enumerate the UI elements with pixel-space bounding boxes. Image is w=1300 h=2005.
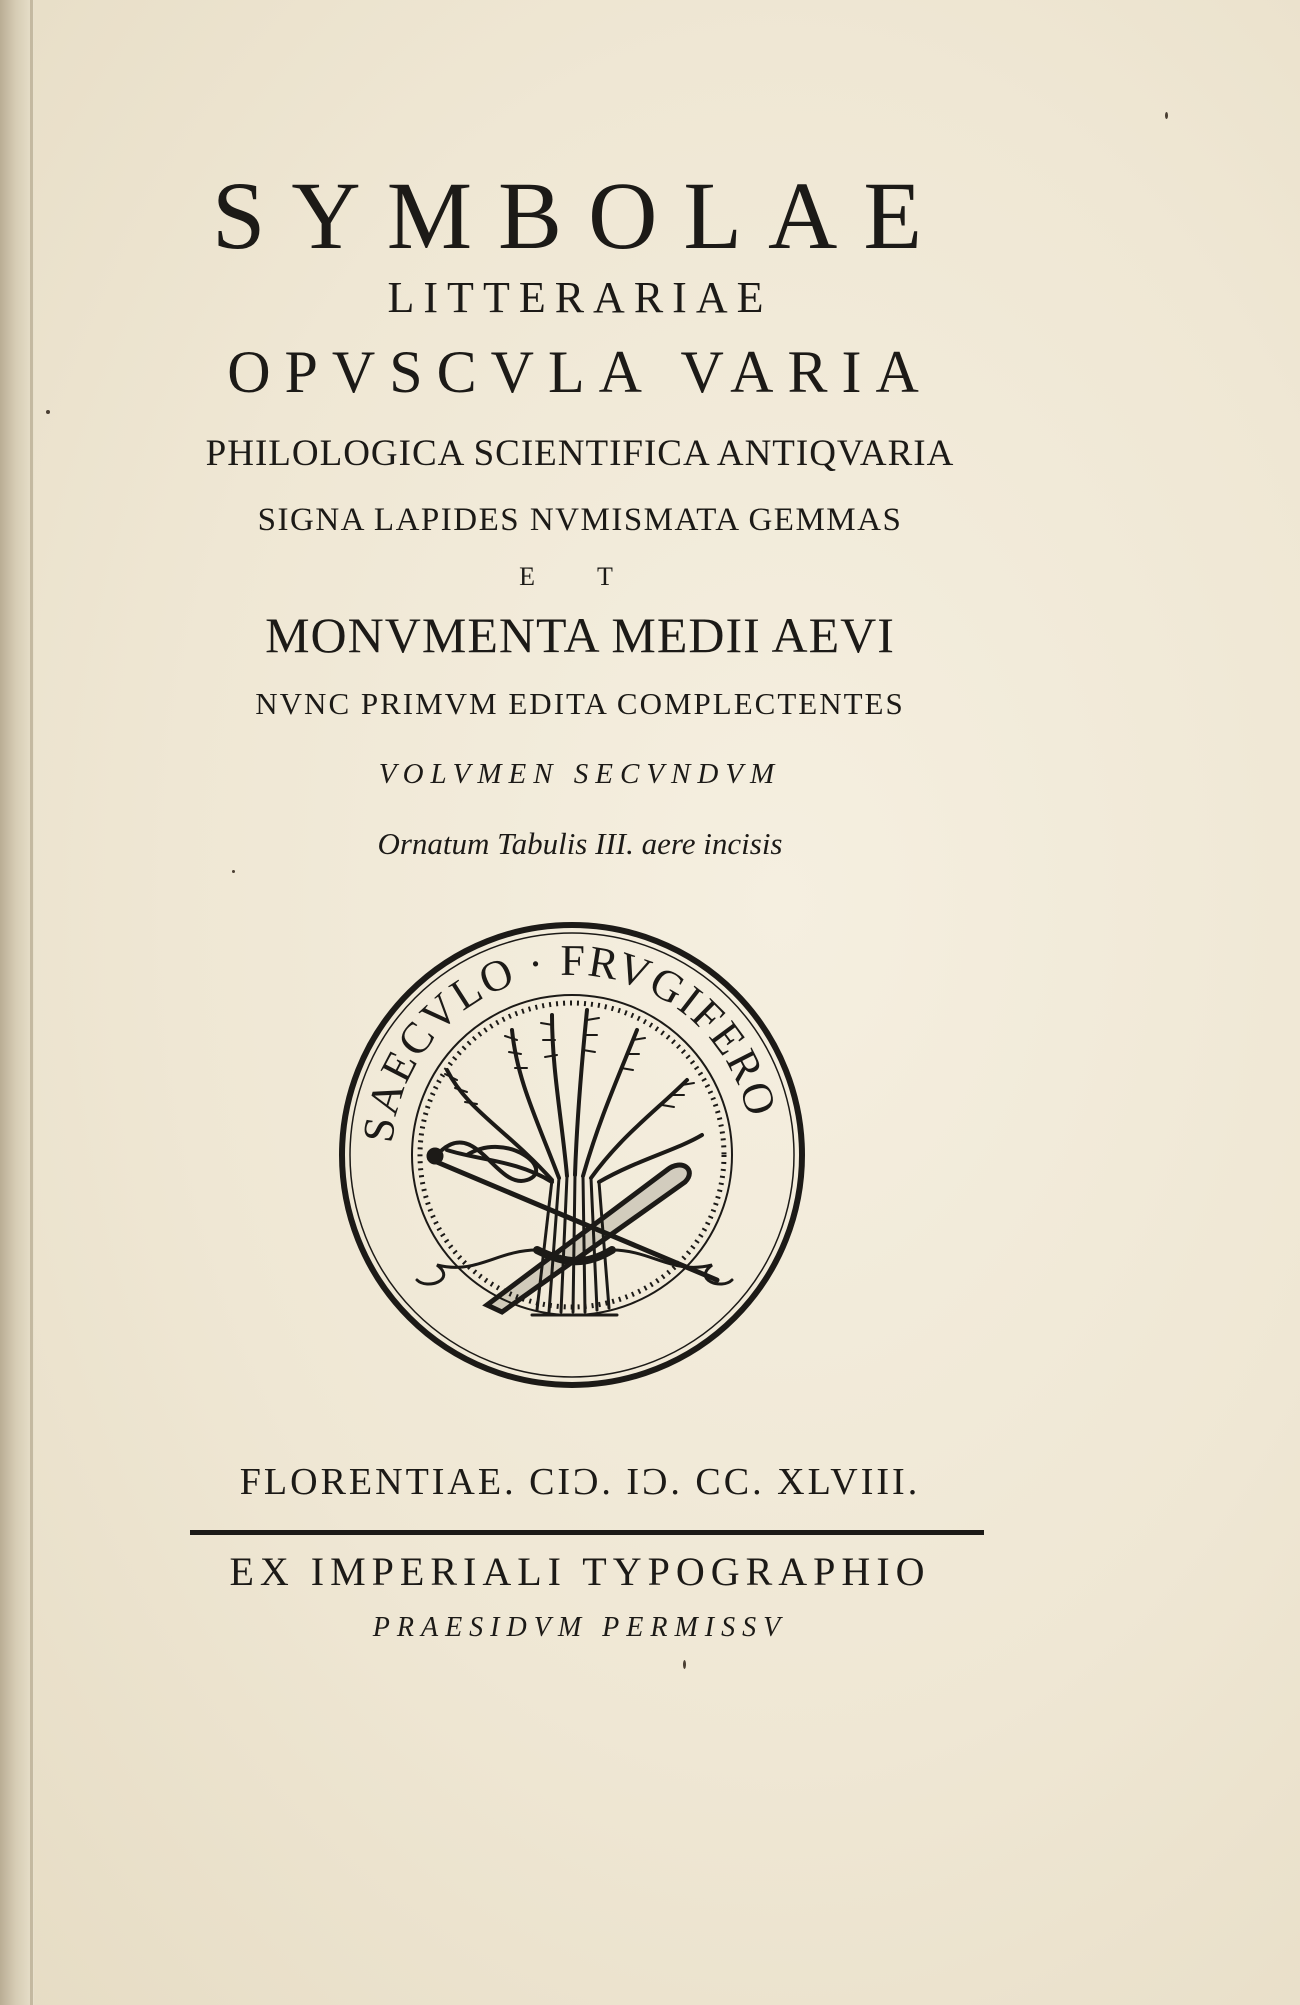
ink-speck [1165, 112, 1168, 119]
subtitle-opuscula: OPVSCVLA VARIA [227, 339, 933, 405]
imprint-permission: PRAESIDVM PERMISSV [372, 1612, 788, 1643]
subtitle-signa: SIGNA LAPIDES NVMISMATA GEMMAS [257, 502, 903, 538]
imprint-press: EX IMPERIALI TYPOGRAPHIO [229, 1549, 931, 1594]
printer-device-emblem [337, 920, 807, 1390]
subtitle-litterariae: LITTERARIAE [387, 273, 773, 322]
imprint-rule [190, 1530, 984, 1535]
subtitle-philologica: PHILOLOGICA SCIENTIFICA ANTIQVARIA [205, 433, 955, 474]
volume-label: VOLVMEN SECVNDVM [378, 758, 782, 790]
illustration-note: Ornatum Tabulis III. aere incisis [377, 826, 783, 861]
subtitle-monumenta: MONVMENTA MEDII AEVI [265, 607, 895, 663]
ink-speck [232, 870, 235, 873]
imprint-city-date: FLORENTIAE. CIϽ. IϽ. CC. XLVIII. [239, 1461, 921, 1503]
book-title: SYMBOLAE [211, 162, 949, 269]
subtitle-nunc: NVNC PRIMVM EDITA COMPLECTENTES [255, 686, 905, 721]
ink-speck [683, 1660, 686, 1669]
emblem-motto: SAECVLO · FRVGIFERO [353, 935, 787, 1146]
subtitle-et: E T [519, 562, 641, 591]
ink-speck [46, 410, 50, 414]
